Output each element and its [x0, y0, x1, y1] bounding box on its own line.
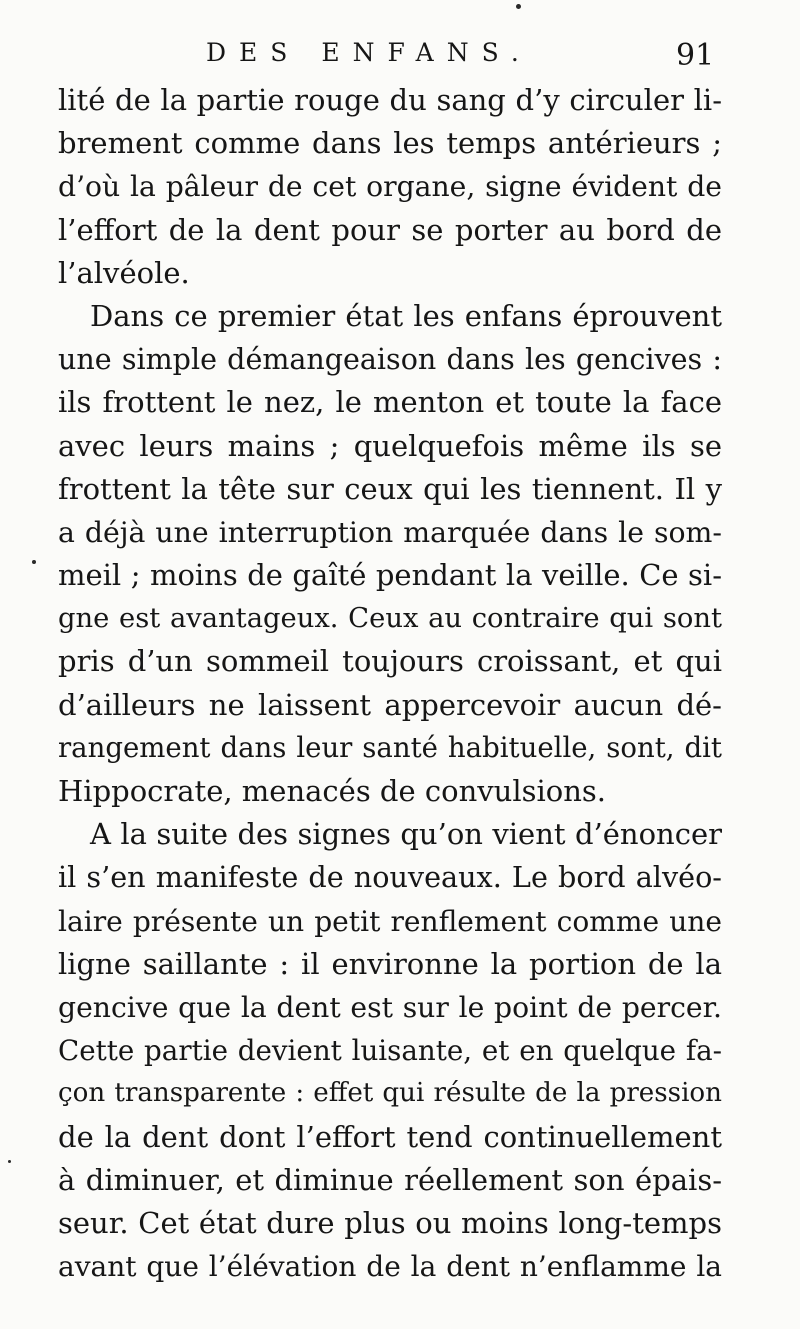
text-line: gencive que la dent est sur le point de percer. — [58, 990, 722, 1024]
ink-speck — [516, 4, 521, 9]
paragraph-start-line: A la suite des signes qu’on vient d’énoncer — [90, 817, 722, 852]
text-line: à diminuer, et diminue réellement son épais- — [58, 1162, 722, 1197]
text-line: seur. Cet état dure plus ou moins long-temps — [58, 1205, 722, 1240]
page-number: 91 — [676, 38, 715, 73]
running-head — [0, 38, 800, 78]
text-line: a déjà une interruption marquée dans le som- — [58, 515, 722, 549]
text-line: pris d’un sommeil toujours croissant, et qui — [58, 644, 722, 679]
body-text — [58, 79, 722, 1288]
text-line: brement comme dans les temps antérieurs ; — [58, 126, 722, 161]
text-line: laire présente un petit renflement comme une — [58, 904, 722, 938]
text-line: d’où la pâleur de cet organe, signe évident de — [58, 170, 722, 204]
text-line: de la dent dont l’effort tend continuellement — [58, 1119, 722, 1154]
text-line: ils frottent le nez, le menton et toute la face — [58, 385, 722, 420]
text-line: frottent la tête sur ceux qui les tiennent. Il y — [58, 471, 722, 506]
text-line: rangement dans leur santé habituelle, sont, dit — [58, 731, 722, 764]
text-line: l’effort de la dent pour se porter au bord de — [58, 212, 722, 247]
ink-speck — [32, 560, 36, 564]
text-line: d’ailleurs ne laissent appercevoir aucun dé- — [58, 687, 722, 722]
text-line: une simple démangeaison dans les gencives : — [58, 343, 722, 377]
paragraph-start-line: Dans ce premier état les enfans éprouvent — [90, 298, 722, 333]
text-line: l’alvéole. — [58, 255, 190, 290]
text-line: Hippocrate, menacés de convulsions. — [58, 774, 606, 808]
running-title: DES ENFANS. — [206, 38, 532, 67]
text-line: avec leurs mains ; quelquefois même ils se — [58, 428, 722, 463]
text-line: çon transparente : effet qui résulte de la pression — [58, 1078, 722, 1109]
text-line: avant que l’élévation de la dent n’enflamme la — [58, 1250, 722, 1284]
text-line: ligne saillante : il environne la portion de la — [58, 946, 722, 981]
text-line: lité de la partie rouge du sang d’y circuler li- — [58, 83, 722, 117]
text-line: Cette partie devient luisante, et en quelque fa- — [58, 1034, 722, 1068]
text-line: meil ; moins de gaîté pendant la veille. Ce si- — [58, 558, 722, 593]
ink-speck — [8, 1160, 11, 1163]
text-line: il s’en manifeste de nouveaux. Le bord alvéo- — [58, 860, 722, 895]
text-line: gne est avantageux. Ceux au contraire qui sont — [58, 603, 722, 635]
